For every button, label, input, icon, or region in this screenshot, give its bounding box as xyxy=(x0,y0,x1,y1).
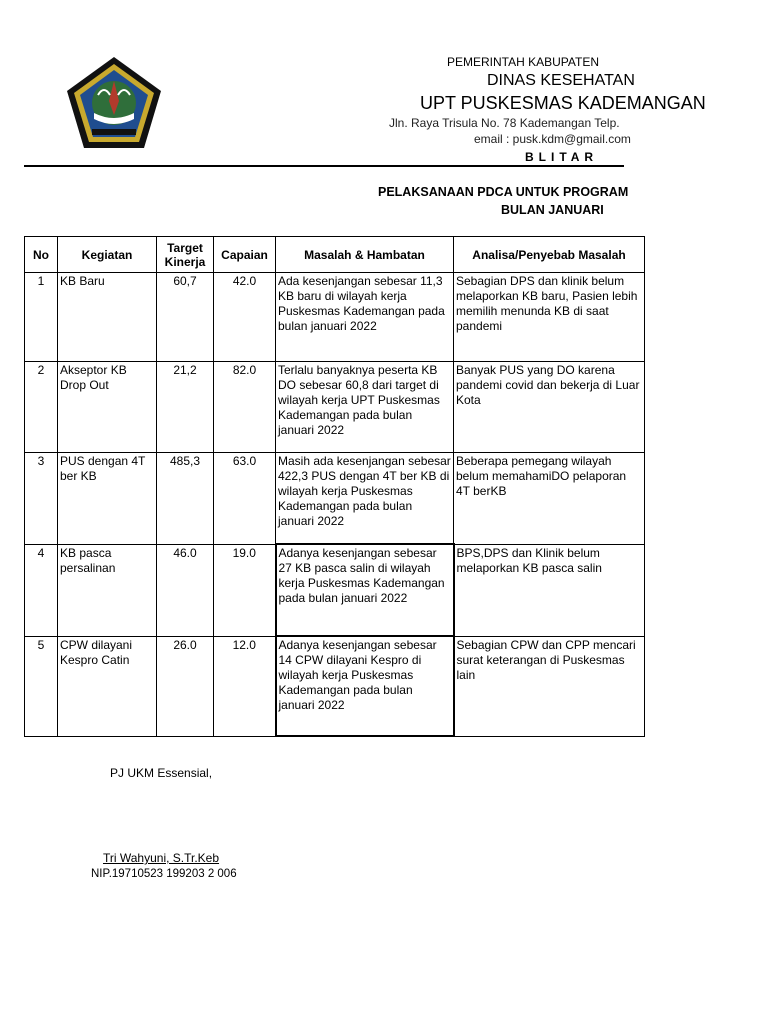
cell-analisa: Beberapa pemegang wilayah belum memahamiDO pelaporan 4T berKB xyxy=(454,453,645,545)
header-city: BLITAR xyxy=(525,150,599,164)
cell-target: 26.0 xyxy=(157,636,214,736)
cell-target: 46.0 xyxy=(157,544,214,636)
cell-capaian: 82.0 xyxy=(214,362,276,453)
header-email: email : pusk.kdm@gmail.com xyxy=(474,132,631,146)
cell-target: 21,2 xyxy=(157,362,214,453)
signature-nip: NIP.19710523 199203 2 006 xyxy=(91,868,237,880)
cell-capaian: 63.0 xyxy=(214,453,276,545)
header-government: PEMERINTAH KABUPATEN xyxy=(447,55,600,69)
table-header-row xyxy=(25,237,645,273)
document-period: BULAN JANUARI xyxy=(501,203,604,217)
header-institution: UPT PUSKESMAS KADEMANGAN xyxy=(420,93,706,113)
regency-crest-emblem-icon xyxy=(64,55,164,151)
header-capaian: Capaian xyxy=(214,237,276,273)
cell-no: 4 xyxy=(25,544,58,636)
header-no: No xyxy=(25,237,58,273)
cell-no: 3 xyxy=(25,453,58,545)
cell-target: 485,3 xyxy=(157,453,214,545)
cell-masalah: Adanya kesenjangan sebesar 14 CPW dilayani Kespro di wilayah kerja Puskesmas Kademangan pada bulan januari 2022 xyxy=(276,636,454,736)
cell-masalah: Terlalu banyaknya peserta KB DO sebesar 60,8 dari target di wilayah kerja UPT Puskesmas Kademangan pada bulan januari 2022 xyxy=(276,362,454,453)
cell-masalah: Adanya kesenjangan sebesar 27 KB pasca salin di wilayah kerja Puskesmas Kademangan pada bulan januari 2022 xyxy=(276,544,454,636)
pdca-table xyxy=(24,236,645,737)
table-row xyxy=(25,273,645,362)
cell-no: 5 xyxy=(25,636,58,736)
cell-capaian: 42.0 xyxy=(214,273,276,362)
table-row xyxy=(25,453,645,545)
cell-kegiatan: CPW dilayani Kespro Catin xyxy=(58,636,157,736)
header-masalah: Masalah & Hambatan xyxy=(276,237,454,273)
table-row xyxy=(25,362,645,453)
signature-name: Tri Wahyuni, S.Tr.Keb xyxy=(103,851,220,865)
cell-no: 2 xyxy=(25,362,58,453)
cell-masalah: Masih ada kesenjangan sebesar 422,3 PUS dengan 4T ber KB di wilayah kerja Puskesmas Kademangan pada bulan januari 2022 xyxy=(276,453,454,545)
document-title: PELAKSANAAN PDCA UNTUK PROGRAM xyxy=(378,185,629,199)
header-target: Target Kinerja xyxy=(157,237,214,273)
cell-analisa: BPS,DPS dan Klinik belum melaporkan KB pasca salin xyxy=(454,544,645,636)
header-analisa: Analisa/Penyebab Masalah xyxy=(454,237,645,273)
cell-capaian: 12.0 xyxy=(214,636,276,736)
cell-kegiatan: KB Baru xyxy=(58,273,157,362)
header-kegiatan: Kegiatan xyxy=(58,237,157,273)
cell-kegiatan: KB pasca persalinan xyxy=(58,544,157,636)
header-department: DINAS KESEHATAN xyxy=(487,72,635,89)
cell-analisa: Banyak PUS yang DO karena pandemi covid dan bekerja di Luar Kota xyxy=(454,362,645,453)
header-address: Jln. Raya Trisula No. 78 Kademangan Telp. xyxy=(389,116,620,130)
table-row xyxy=(25,544,645,636)
header-divider xyxy=(24,165,624,167)
cell-kegiatan: Akseptor KB Drop Out xyxy=(58,362,157,453)
signature-role: PJ UKM Essensial, xyxy=(110,766,213,780)
table-row xyxy=(25,636,645,736)
cell-capaian: 19.0 xyxy=(214,544,276,636)
cell-kegiatan: PUS dengan 4T ber KB xyxy=(58,453,157,545)
cell-masalah: Ada kesenjangan sebesar 11,3 KB baru di wilayah kerja Puskesmas Kademangan pada bulan januari 2022 xyxy=(276,273,454,362)
cell-target: 60,7 xyxy=(157,273,214,362)
cell-analisa: Sebagian CPW dan CPP mencari surat keterangan di Puskesmas lain xyxy=(454,636,645,736)
cell-no: 1 xyxy=(25,273,58,362)
cell-analisa: Sebagian DPS dan klinik belum melaporkan KB baru, Pasien lebih memilih menunda KB di saat pandemi xyxy=(454,273,645,362)
